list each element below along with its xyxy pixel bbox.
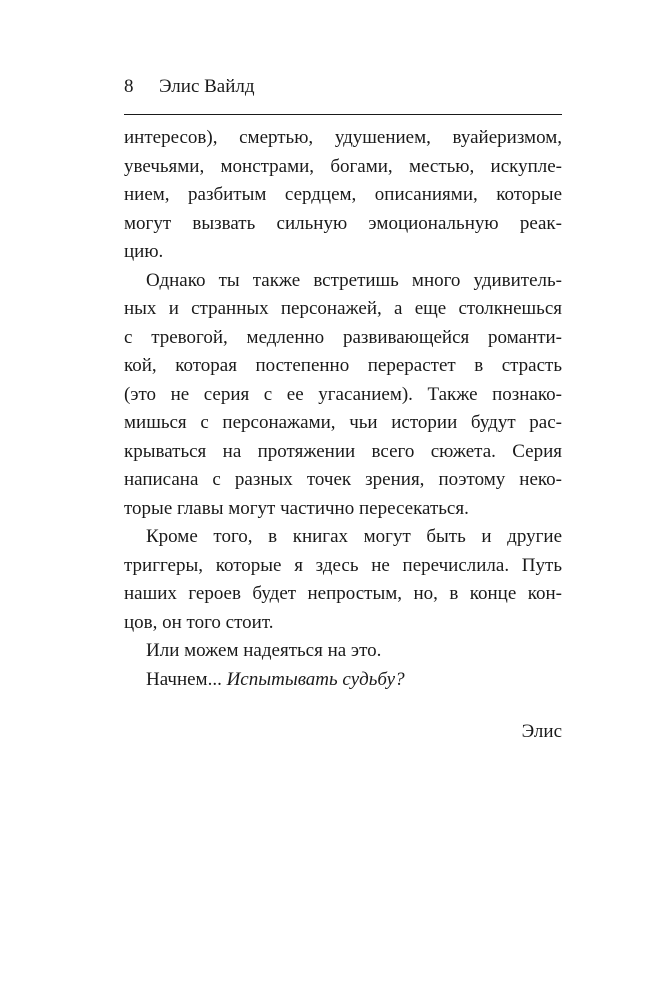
signature: Элис [521,721,562,742]
text-line: могут вызвать сильную эмоциональную реак- [124,212,562,234]
text-line: кой, которая постепенно перерастет в страсть [124,355,562,376]
text-line: интересов), смертью, удушением, вуайеризмом, [124,127,562,148]
page-header [124,72,562,102]
paragraph [124,523,562,637]
text-line: ных и странных персонажей, а еще столкнешься [124,298,562,319]
text-line: увечьями, монстрами, богами, местью, искупле- [124,155,562,177]
running-head: Элис Вайлд [159,76,255,97]
text-line: цов, он того стоит. [124,611,274,633]
header-rule [124,114,562,115]
text-line: наших героев будет непростым, но, в конце кон- [124,583,562,604]
text-line: (это не серия с ее угасанием). Также познако- [124,383,562,405]
text-line: мишься с персонажами, чьи истории будут рас- [124,412,562,433]
text-line: цию. [124,241,164,262]
page-number: 8 [124,76,134,97]
paragraph [124,666,562,695]
text-line: триггеры, которые я здесь не перечислила. Путь [124,554,562,576]
body-text [124,124,562,747]
text-line: написана с разных точек зрения, поэтому неко- [124,469,562,490]
text-line: торые главы могут частично пересекаться. [124,497,469,519]
paragraph [124,124,562,267]
text-line: Однако ты также встретишь много удивитель- [146,269,562,291]
italic-text: Испытывать судьбу? [226,668,405,690]
text-line: нием, разбитым сердцем, описаниями, которые [124,184,562,205]
text-line: крываться на протяжении всего сюжета. Серия [124,440,562,462]
paragraph [124,637,562,666]
paragraph [124,267,562,524]
text-line: с тревогой, медленно развивающейся романти- [124,326,562,348]
text-line [124,666,562,695]
text-line: Кроме того, в книгах могут быть и другие [146,526,562,547]
text-line: Или можем надеяться на это. [146,640,382,661]
text-prefix: Начнем... [146,668,227,690]
